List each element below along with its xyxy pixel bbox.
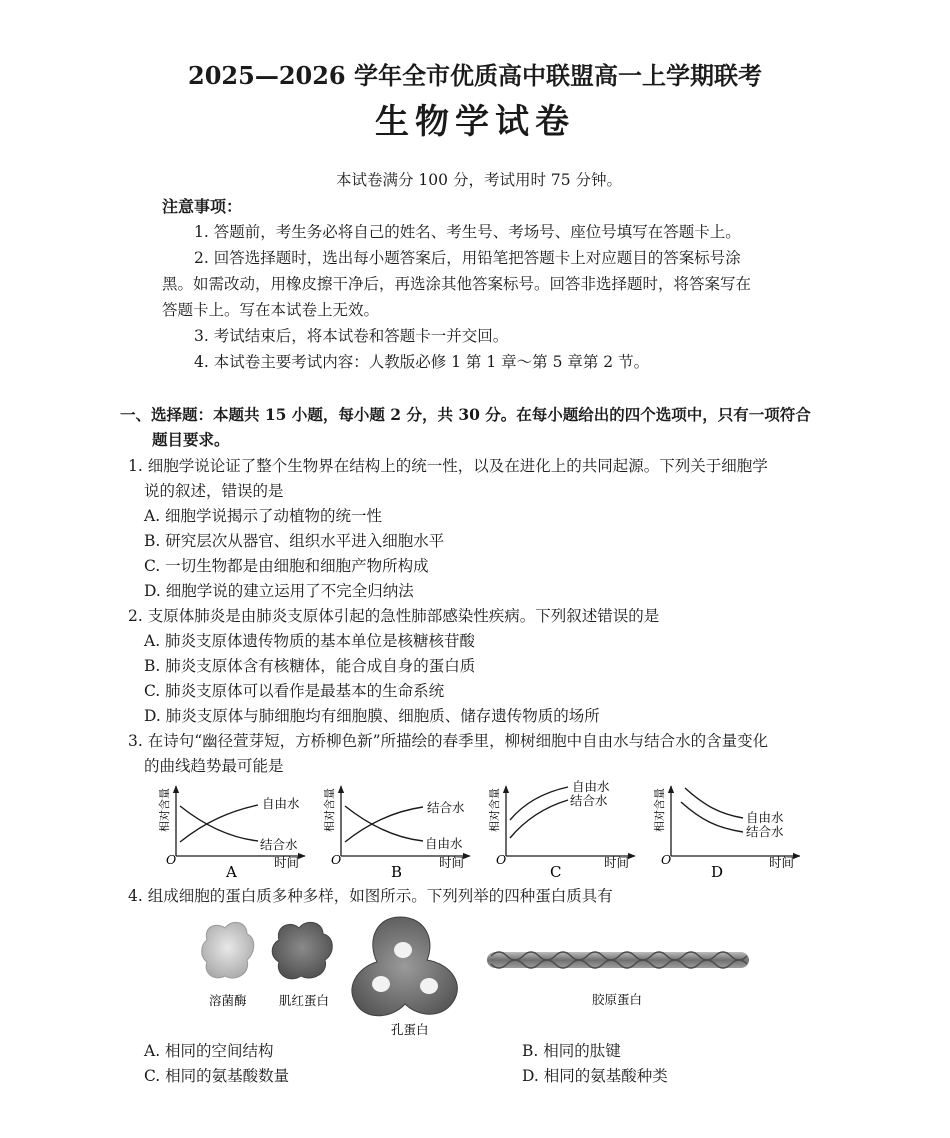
exam-info: 本试卷满分 100 分，考试用时 75 分钟。 xyxy=(336,171,623,189)
notice-item-4: 4. 本试卷主要考试内容：人教版必修 1 第 1 章～第 5 章第 2 节。 xyxy=(194,353,650,371)
graph-d xyxy=(652,786,800,881)
q4-protein-figure xyxy=(195,912,755,1042)
notice-item-1: 1. 答题前，考生务必将自己的姓名、考生号、考场号、座位号填写在答题卡上。 xyxy=(194,223,741,241)
graph-a-origin: O xyxy=(166,852,177,867)
graph-d-xlabel: 时间 xyxy=(769,855,795,870)
q2-option-d: D. 肺炎支原体与肺细胞均有细胞膜、细胞质、储存遗传物质的场所 xyxy=(144,707,600,725)
q1-option-c: C. 一切生物都是由细胞和细胞产物所构成 xyxy=(144,557,429,575)
collagen-image xyxy=(487,952,749,968)
q3-stem-cont: 的曲线趋势最可能是 xyxy=(144,757,284,775)
q2-option-c: C. 肺炎支原体可以看作是最基本的生命系统 xyxy=(144,682,445,700)
q1-stem: 1. 细胞学说论证了整个生物界在结构上的统一性，以及在进化上的共同起源。下列关于细胞学 xyxy=(128,457,768,475)
graph-a-letter: A xyxy=(226,863,237,881)
porin-image xyxy=(352,917,457,1016)
graph-b-xlabel: 时间 xyxy=(439,855,465,870)
notice-heading: 注意事项： xyxy=(162,197,243,216)
protein-label-lysozyme: 溶菌酶 xyxy=(209,993,247,1008)
q4-option-d: D. 相同的氨基酸种类 xyxy=(522,1067,668,1085)
lysozyme-image xyxy=(202,922,254,978)
graph-d-letter: D xyxy=(711,863,724,881)
myoglobin-image xyxy=(272,922,332,979)
section1-heading: 一、选择题：本题共 15 小题，每小题 2 分，共 30 分。在每小题给出的四个选项中，只有一项符合 xyxy=(120,405,811,424)
graph-a-label-free: 自由水 xyxy=(262,796,300,811)
graph-d-label-free: 自由水 xyxy=(746,810,784,825)
q1-option-a: A. 细胞学说揭示了动植物的统一性 xyxy=(144,507,383,525)
protein-label-myoglobin: 肌红蛋白 xyxy=(279,993,330,1008)
graph-b-free-water-curve xyxy=(345,806,423,841)
protein-label-collagen: 胶原蛋白 xyxy=(592,992,643,1007)
graph-c-label-free: 自由水 xyxy=(572,779,610,794)
graph-c-bound-water-curve xyxy=(510,800,568,838)
q3-stem: 3. 在诗句“幽径萱芽短，方桥柳色新”所描绘的春季里，柳树细胞中自由水与结合水的含量变化 xyxy=(128,732,769,750)
notice-item-3: 3. 考试结束后，将本试卷和答题卡一并交回。 xyxy=(194,327,509,345)
graph-d-bound-water-curve xyxy=(681,802,743,832)
graph-a-bound-water-curve xyxy=(180,806,258,841)
graph-a-xlabel: 时间 xyxy=(274,855,300,870)
graph-b-label-bound: 结合水 xyxy=(427,800,465,815)
graph-b-ylabel: 相对含量 xyxy=(323,788,336,832)
notice-item-2-cont2: 答题卡上。写在本试卷上无效。 xyxy=(162,301,380,319)
q4-stem: 4. 组成细胞的蛋白质多种多样，如图所示。下列列举的四种蛋白质具有 xyxy=(128,887,613,905)
graph-b-origin: O xyxy=(331,852,342,867)
q4-option-b: B. 相同的肽键 xyxy=(522,1042,621,1060)
graph-b-bound-water-curve xyxy=(345,807,423,842)
graph-c xyxy=(487,779,635,881)
notice-item-2-cont: 黑。如需改动，用橡皮擦干净后，再选涂其他答案标号。回答非选择题时，将答案写在 xyxy=(162,275,752,293)
graph-c-xlabel: 时间 xyxy=(604,855,630,870)
protein-label-porin: 孔蛋白 xyxy=(391,1022,429,1037)
notice-item-2: 2. 回答选择题时，选出每小题答案后，用铅笔把答题卡上对应题目的答案标号涂 xyxy=(194,249,741,267)
graph-d-free-water-curve xyxy=(685,788,743,818)
q2-option-a: A. 肺炎支原体遗传物质的基本单位是核糖核苷酸 xyxy=(144,632,476,650)
graph-c-origin: O xyxy=(496,852,507,867)
graph-d-ylabel: 相对含量 xyxy=(653,788,666,832)
graph-c-label-bound: 结合水 xyxy=(570,793,608,808)
graph-a-label-bound: 结合水 xyxy=(260,837,298,852)
exam-title-subject: 生物学试卷 xyxy=(375,102,575,142)
graph-d-origin: O xyxy=(661,852,672,867)
exam-title-line1: 2025—2026 学年全市优质高中联盟高一上学期联考 xyxy=(188,61,762,90)
graph-c-ylabel: 相对含量 xyxy=(488,788,501,832)
graph-d-label-bound: 结合水 xyxy=(746,824,784,839)
q1-stem-cont: 说的叙述，错误的是 xyxy=(144,482,284,500)
graph-a-free-water-curve xyxy=(180,805,258,842)
q3-graphs xyxy=(150,778,800,888)
q4-option-c: C. 相同的氨基酸数量 xyxy=(144,1067,290,1085)
section1-heading-cont: 题目要求。 xyxy=(152,430,230,449)
q2-option-b: B. 肺炎支原体含有核糖体，能合成自身的蛋白质 xyxy=(144,657,476,675)
graph-b-label-free: 自由水 xyxy=(425,836,463,851)
graph-b-letter: B xyxy=(391,863,403,881)
graph-c-letter: C xyxy=(550,863,562,881)
q1-option-b: B. 研究层次从器官、组织水平进入细胞水平 xyxy=(144,532,445,550)
graph-a-ylabel: 相对含量 xyxy=(158,788,171,832)
q1-option-d: D. 细胞学说的建立运用了不完全归纳法 xyxy=(144,582,414,600)
q2-stem: 2. 支原体肺炎是由肺炎支原体引起的急性肺部感染性疾病。下列叙述错误的是 xyxy=(128,607,660,625)
graph-a xyxy=(157,786,305,881)
q4-option-a: A. 相同的空间结构 xyxy=(144,1042,274,1060)
graph-b xyxy=(322,786,470,881)
